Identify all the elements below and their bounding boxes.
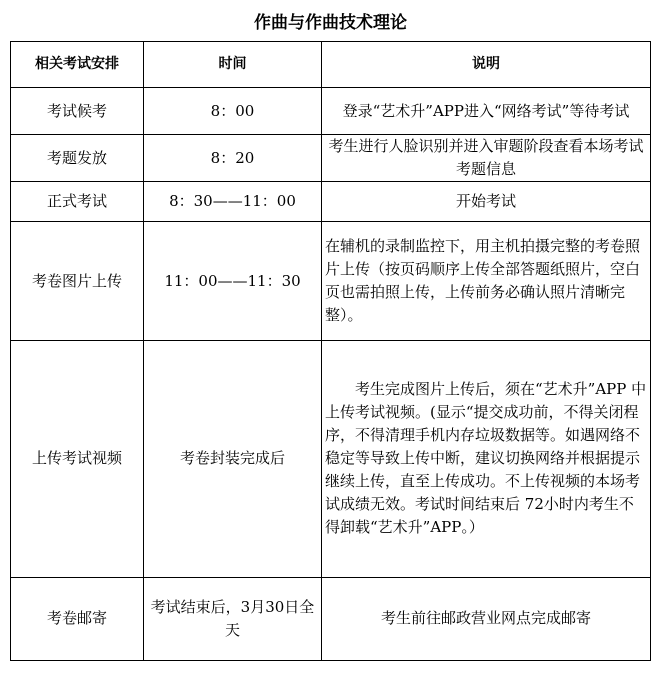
row-item: 考题发放	[11, 135, 144, 182]
row-item: 正式考试	[11, 182, 144, 222]
row-item: 上传考试视频	[11, 340, 144, 577]
table-row	[11, 88, 651, 135]
row-description: 开始考试	[322, 182, 651, 222]
row-item: 考卷邮寄	[11, 577, 144, 660]
row-description: 在辅机的录制监控下，用主机拍摄完整的考卷照片上传（按页码顺序上传全部答题纸照片，空白页也需拍照上传，上传前务必确认照片清晰完整）。	[322, 222, 651, 340]
row-time: 11：00——11：30	[144, 222, 322, 340]
row-description: 登录“艺术升”APP进入“网络考试”等待考试	[322, 88, 651, 135]
video-upload-instructions: 考生完成图片上传后，须在“艺术升”APP 中上传考试视频。(显示“提交成功前，不得关闭程序，不得清理手机内存垃圾数据等。如遇网络不稳定等导致上传中断，建议切换网络并根据提示继续上传，直至上传成功。不上传视频的本场考试成绩无效。考试时间结束后 72小时内考生不得卸载“艺术升”APP。）	[325, 380, 647, 537]
exam-schedule-table	[10, 41, 651, 661]
row-time: 8：30——11：00	[144, 182, 322, 222]
table-header-row	[11, 42, 651, 88]
table-row	[11, 222, 651, 340]
row-time: 考卷封装完成后	[144, 340, 322, 577]
row-description: 考生前往邮政营业网点完成邮寄	[322, 577, 651, 660]
column-header-time: 时间	[144, 42, 322, 88]
row-item: 考卷图片上传	[11, 222, 144, 340]
row-item: 考试候考	[11, 88, 144, 135]
row-time: 8：00	[144, 88, 322, 135]
row-time: 8：20	[144, 135, 322, 182]
column-header-arrangement: 相关考试安排	[11, 42, 144, 88]
row-description: 考生进行人脸识别并进入审题阶段查看本场考试考题信息	[322, 135, 651, 182]
row-description	[322, 340, 651, 577]
page-title: 作曲与作曲技术理论	[254, 13, 407, 33]
table-row	[11, 340, 651, 577]
table-row	[11, 577, 651, 660]
row-time: 考试结束后，3月30日全天	[144, 577, 322, 660]
table-row	[11, 135, 651, 182]
table-row	[11, 182, 651, 222]
column-header-description: 说明	[322, 42, 651, 88]
